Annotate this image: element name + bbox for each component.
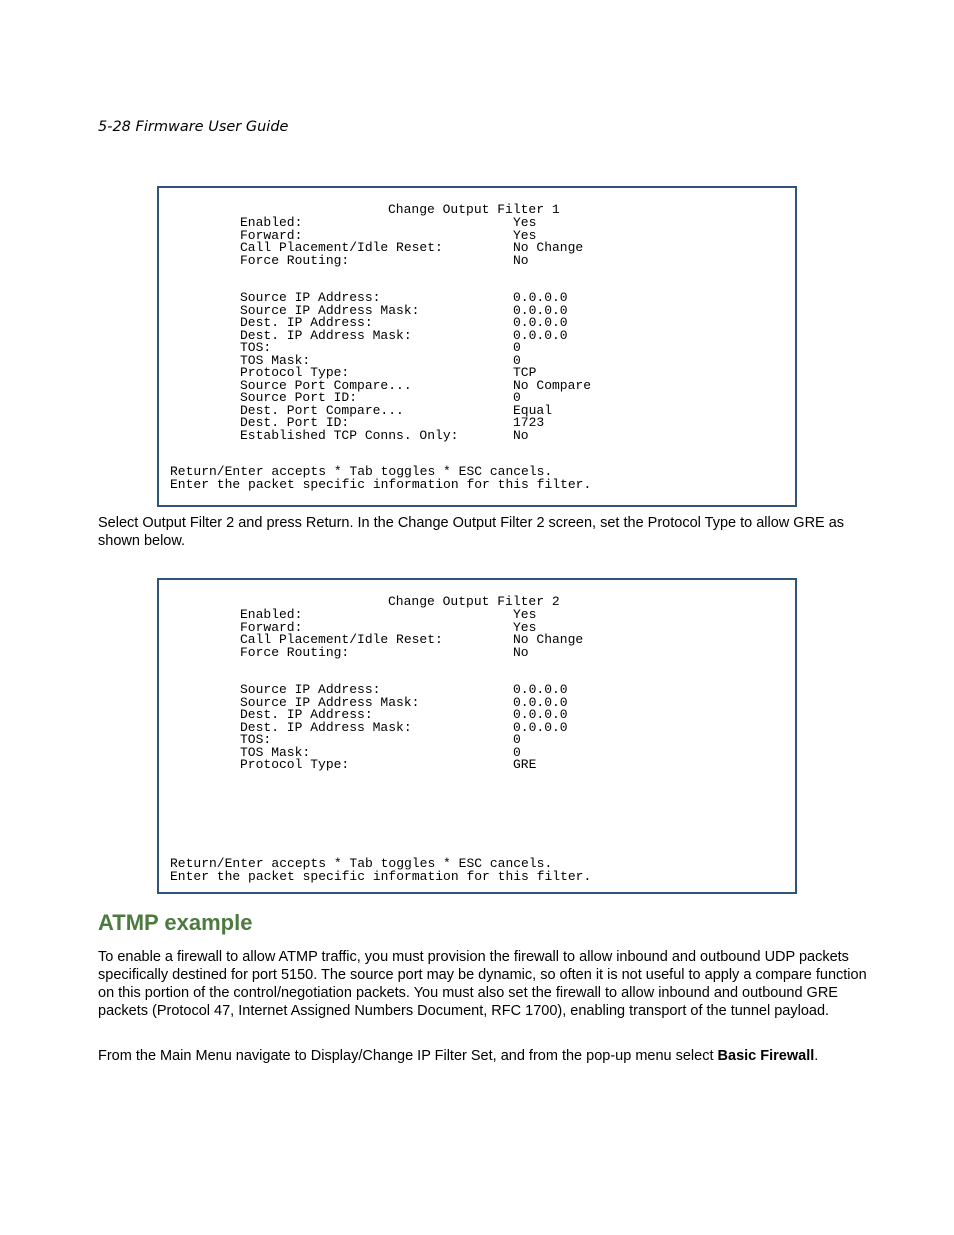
terminal-title: Change Output Filter 1 [388, 202, 560, 217]
field-label: Protocol Type: [240, 365, 350, 380]
section-heading: ATMP example [98, 910, 253, 935]
terminal-screen-output-filter-1 [157, 186, 797, 507]
body-paragraph [98, 1047, 868, 1065]
field-label: Call Placement/Idle Reset: [240, 632, 443, 647]
field-value: 0 [513, 744, 521, 760]
field-value: 1723 [513, 415, 545, 430]
field-value: 0 [513, 352, 521, 368]
field-label: TOS Mask: [240, 744, 311, 760]
terminal-status-line: Enter the packet specific information for this filter. [170, 476, 592, 492]
field-label: Enabled: [240, 215, 303, 230]
field-value: Yes [513, 227, 537, 243]
field-value: 0.0.0.0 [513, 327, 568, 343]
field-value: Equal [513, 402, 553, 418]
field-value: 0.0.0.0 [513, 719, 568, 735]
field-value: 0.0.0.0 [513, 682, 568, 697]
field-value: No Change [513, 632, 584, 647]
field-value: Yes [513, 215, 537, 230]
terminal-title: Change Output Filter 2 [388, 594, 560, 609]
field-label: Dest. IP Address Mask: [240, 719, 412, 735]
field-value: GRE [513, 757, 537, 772]
field-value: Yes [513, 619, 537, 635]
paragraph-text: From the Main Menu navigate to Display/Change IP Filter Set, and from the pop-up menu select [98, 1048, 718, 1064]
field-value: 0.0.0.0 [513, 302, 568, 318]
field-label: Forward: [240, 619, 303, 635]
field-value: No [513, 644, 529, 660]
field-value: 0.0.0.0 [513, 290, 568, 305]
field-label: TOS: [240, 732, 272, 747]
field-label: Dest. Port ID: [240, 415, 350, 430]
field-value: 0.0.0.0 [513, 707, 568, 722]
field-label: TOS Mask: [240, 352, 311, 368]
terminal-row [240, 252, 795, 268]
field-label: Source Port ID: [240, 390, 358, 405]
paragraph-text: . [814, 1048, 819, 1064]
menu-option-emphasis: Basic Firewall [717, 1048, 815, 1064]
field-label: TOS: [240, 340, 272, 355]
terminal-row [240, 427, 795, 443]
running-head: 5-28 Firmware User Guide [98, 119, 289, 135]
field-value: No Compare [513, 377, 592, 393]
terminal-screen-output-filter-2 [157, 578, 797, 894]
field-label: Dest. IP Address: [240, 707, 373, 722]
body-paragraph: Select Output Filter 2 and press Return. In the Change Output Filter 2 screen, set the Protocol Type to allow GRE as shown below. [98, 515, 845, 549]
field-label: Force Routing: [240, 644, 350, 660]
terminal-row [240, 759, 795, 772]
field-value: 0.0.0.0 [513, 694, 568, 710]
field-value: No Change [513, 240, 584, 255]
field-value: No [513, 252, 529, 268]
field-label: Source IP Address Mask: [240, 302, 420, 318]
terminal-help-line: Return/Enter accepts * Tab toggles * ESC cancels. [170, 464, 553, 479]
field-label: Dest. IP Address Mask: [240, 327, 412, 343]
field-label: Source IP Address: [240, 290, 381, 305]
field-label: Source IP Address: [240, 682, 381, 697]
field-value: 0 [513, 340, 521, 355]
field-label: Source Port Compare... [240, 377, 412, 393]
field-label: Dest. IP Address: [240, 315, 373, 330]
field-label: Call Placement/Idle Reset: [240, 240, 443, 255]
terminal-help-line: Return/Enter accepts * Tab toggles * ESC cancels. [170, 856, 553, 871]
terminal-row [240, 644, 795, 660]
field-value: 0.0.0.0 [513, 315, 568, 330]
terminal-status-line: Enter the packet specific information for this filter. [170, 868, 592, 884]
body-paragraph: To enable a firewall to allow ATMP traffic, you must provision the firewall to allow inbound and outbound UDP packets specifically destined for port 5150. The source port may be dynamic, so often it is not useful to apply a compare function on this portion of the control/negotiation packets. You must also set the firewall to allow inbound and outbound GRE packets (Protocol 47, Internet Assigned Numbers Document, RFC 1700), enabling transport of the tunnel payload. [98, 949, 867, 1019]
field-value: 0 [513, 390, 521, 405]
field-label: Force Routing: [240, 252, 350, 268]
field-label: Enabled: [240, 607, 303, 622]
field-label: Protocol Type: [240, 757, 350, 772]
field-label: Dest. Port Compare... [240, 402, 404, 418]
field-value: Yes [513, 607, 537, 622]
field-label: Source IP Address Mask: [240, 694, 420, 710]
field-label: Forward: [240, 227, 303, 243]
field-value: No [513, 427, 529, 443]
field-value: 0 [513, 732, 521, 747]
field-value: TCP [513, 365, 537, 380]
field-label: Established TCP Conns. Only: [240, 427, 459, 443]
